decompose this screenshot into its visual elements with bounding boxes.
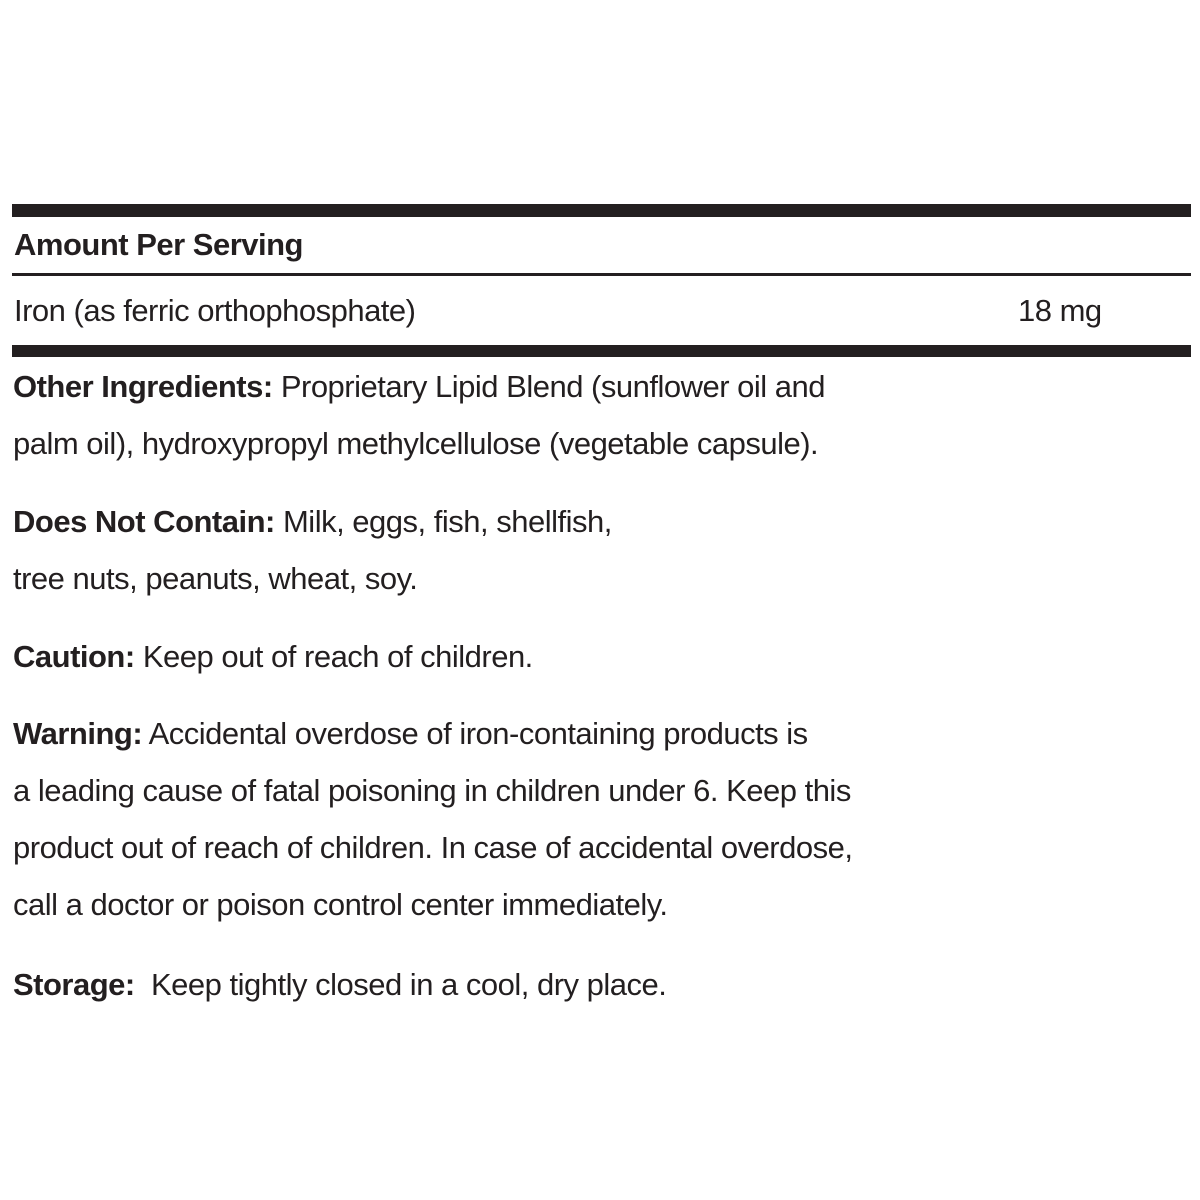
- does-not-contain-section: [13, 493, 1183, 607]
- caution-text: Keep out of reach of children.: [134, 639, 533, 674]
- warning-text: call a doctor or poison control center immediately.: [13, 887, 668, 922]
- amount-per-serving-header: Amount Per Serving: [14, 227, 303, 262]
- does-not-contain-label: Does Not Contain:: [13, 504, 275, 539]
- caution-label: Caution:: [13, 639, 135, 674]
- warning-section: [13, 705, 1183, 933]
- other-ingredients-label: Other Ingredients:: [13, 369, 273, 404]
- does-not-contain-text: tree nuts, peanuts, wheat, soy.: [13, 561, 418, 596]
- other-ingredients-section: [13, 358, 1183, 472]
- storage-section: [13, 956, 1183, 1013]
- table-top-rule: [12, 204, 1191, 217]
- warning-text: Accidental overdose of iron-containing products is: [142, 716, 808, 751]
- table-row: [12, 276, 1191, 345]
- storage-text: Keep tightly closed in a cool, dry place.: [134, 967, 667, 1002]
- table-bottom-rule: [12, 345, 1191, 357]
- warning-text: a leading cause of fatal poisoning in children under 6. Keep this: [13, 773, 851, 808]
- other-ingredients-text: Proprietary Lipid Blend (sunflower oil and: [272, 369, 826, 404]
- other-ingredients-text: palm oil), hydroxypropyl methylcellulose (vegetable capsule).: [13, 426, 819, 461]
- nutrient-name: Iron (as ferric orthophosphate): [14, 292, 416, 328]
- warning-text: product out of reach of children. In case of accidental overdose,: [13, 830, 853, 865]
- warning-label: Warning:: [13, 716, 143, 751]
- nutrient-amount: 18 mg: [1018, 292, 1102, 328]
- storage-label: Storage:: [13, 967, 135, 1002]
- does-not-contain-text: Milk, eggs, fish, shellfish,: [274, 504, 612, 539]
- caution-section: [13, 628, 1183, 685]
- supplement-facts-table: [12, 204, 1191, 357]
